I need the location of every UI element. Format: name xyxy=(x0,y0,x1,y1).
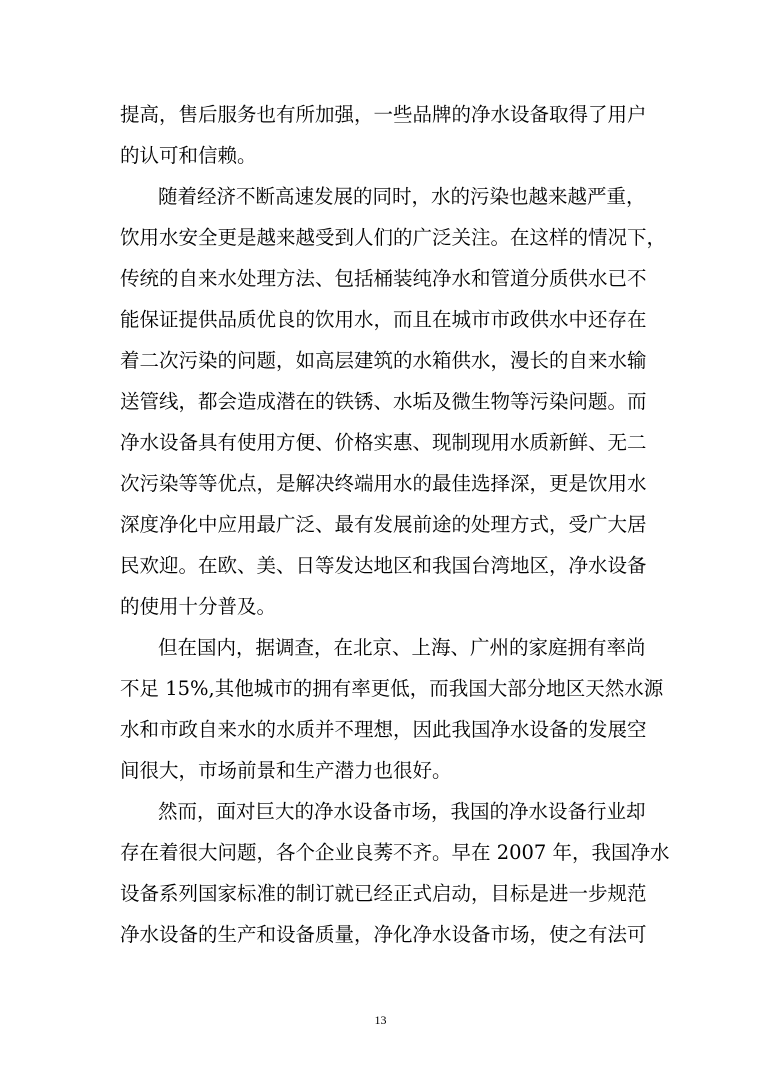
paragraph-start-line: 然而，面对巨大的净水设备市场，我国的净水设备行业却 xyxy=(158,800,646,823)
text-line: 饮用水安全更是越来越受到人们的广泛关注。在这样的情况下， xyxy=(120,226,667,249)
text-line: 能保证提供品质优良的饮用水，而且在城市市政供水中还存在 xyxy=(120,308,647,331)
text-line: 净水设备的生产和设备质量，净化净水设备市场，使之有法可 xyxy=(120,923,647,946)
page-number: 13 xyxy=(374,1013,387,1027)
text-line: 传统的自来水处理方法、包括桶装纯净水和管道分质供水已不 xyxy=(120,267,647,290)
body-text xyxy=(120,94,670,955)
text-line: 设备系列国家标准的制订就已经正式启动，目标是进一步规范 xyxy=(120,882,647,905)
text-line: 净水设备具有使用方便、价格实惠、现制现用水质新鲜、无二 xyxy=(120,431,647,454)
text-line: 民欢迎。在欧、美、日等发达地区和我国台湾地区，净水设备 xyxy=(120,554,647,577)
text-line: 间很大，市场前景和生产潜力也很好。 xyxy=(120,759,452,782)
text-line: 送管线，都会造成潜在的铁锈、水垢及微生物等污染问题。而 xyxy=(120,390,647,413)
text-line: 次污染等等优点，是解决终端用水的最佳选择深，更是饮用水 xyxy=(120,472,647,495)
text-line: 不足 15%,其他城市的拥有率更低，而我国大部分地区天然水源 xyxy=(120,677,664,700)
text-line: 水和市政自来水的水质并不理想，因此我国净水设备的发展空 xyxy=(120,718,647,741)
text-line: 存在着很大问题，各个企业良莠不齐。早在 2007 年，我国净水 xyxy=(120,841,670,864)
text-line: 深度净化中应用最广泛、最有发展前途的处理方式，受广大居 xyxy=(120,513,647,536)
text-line: 的认可和信赖。 xyxy=(120,144,257,167)
text-line: 的使用十分普及。 xyxy=(120,595,277,618)
text-line: 提高，售后服务也有所加强，一些品牌的净水设备取得了用户 xyxy=(120,103,647,126)
paragraph-start-line: 随着经济不断高速发展的同时，水的污染也越来越严重， xyxy=(158,185,646,208)
paragraph-start-line: 但在国内，据调查，在北京、上海、广州的家庭拥有率尚 xyxy=(158,636,646,659)
text-line: 着二次污染的问题，如高层建筑的水箱供水，漫长的自来水输 xyxy=(120,349,647,372)
